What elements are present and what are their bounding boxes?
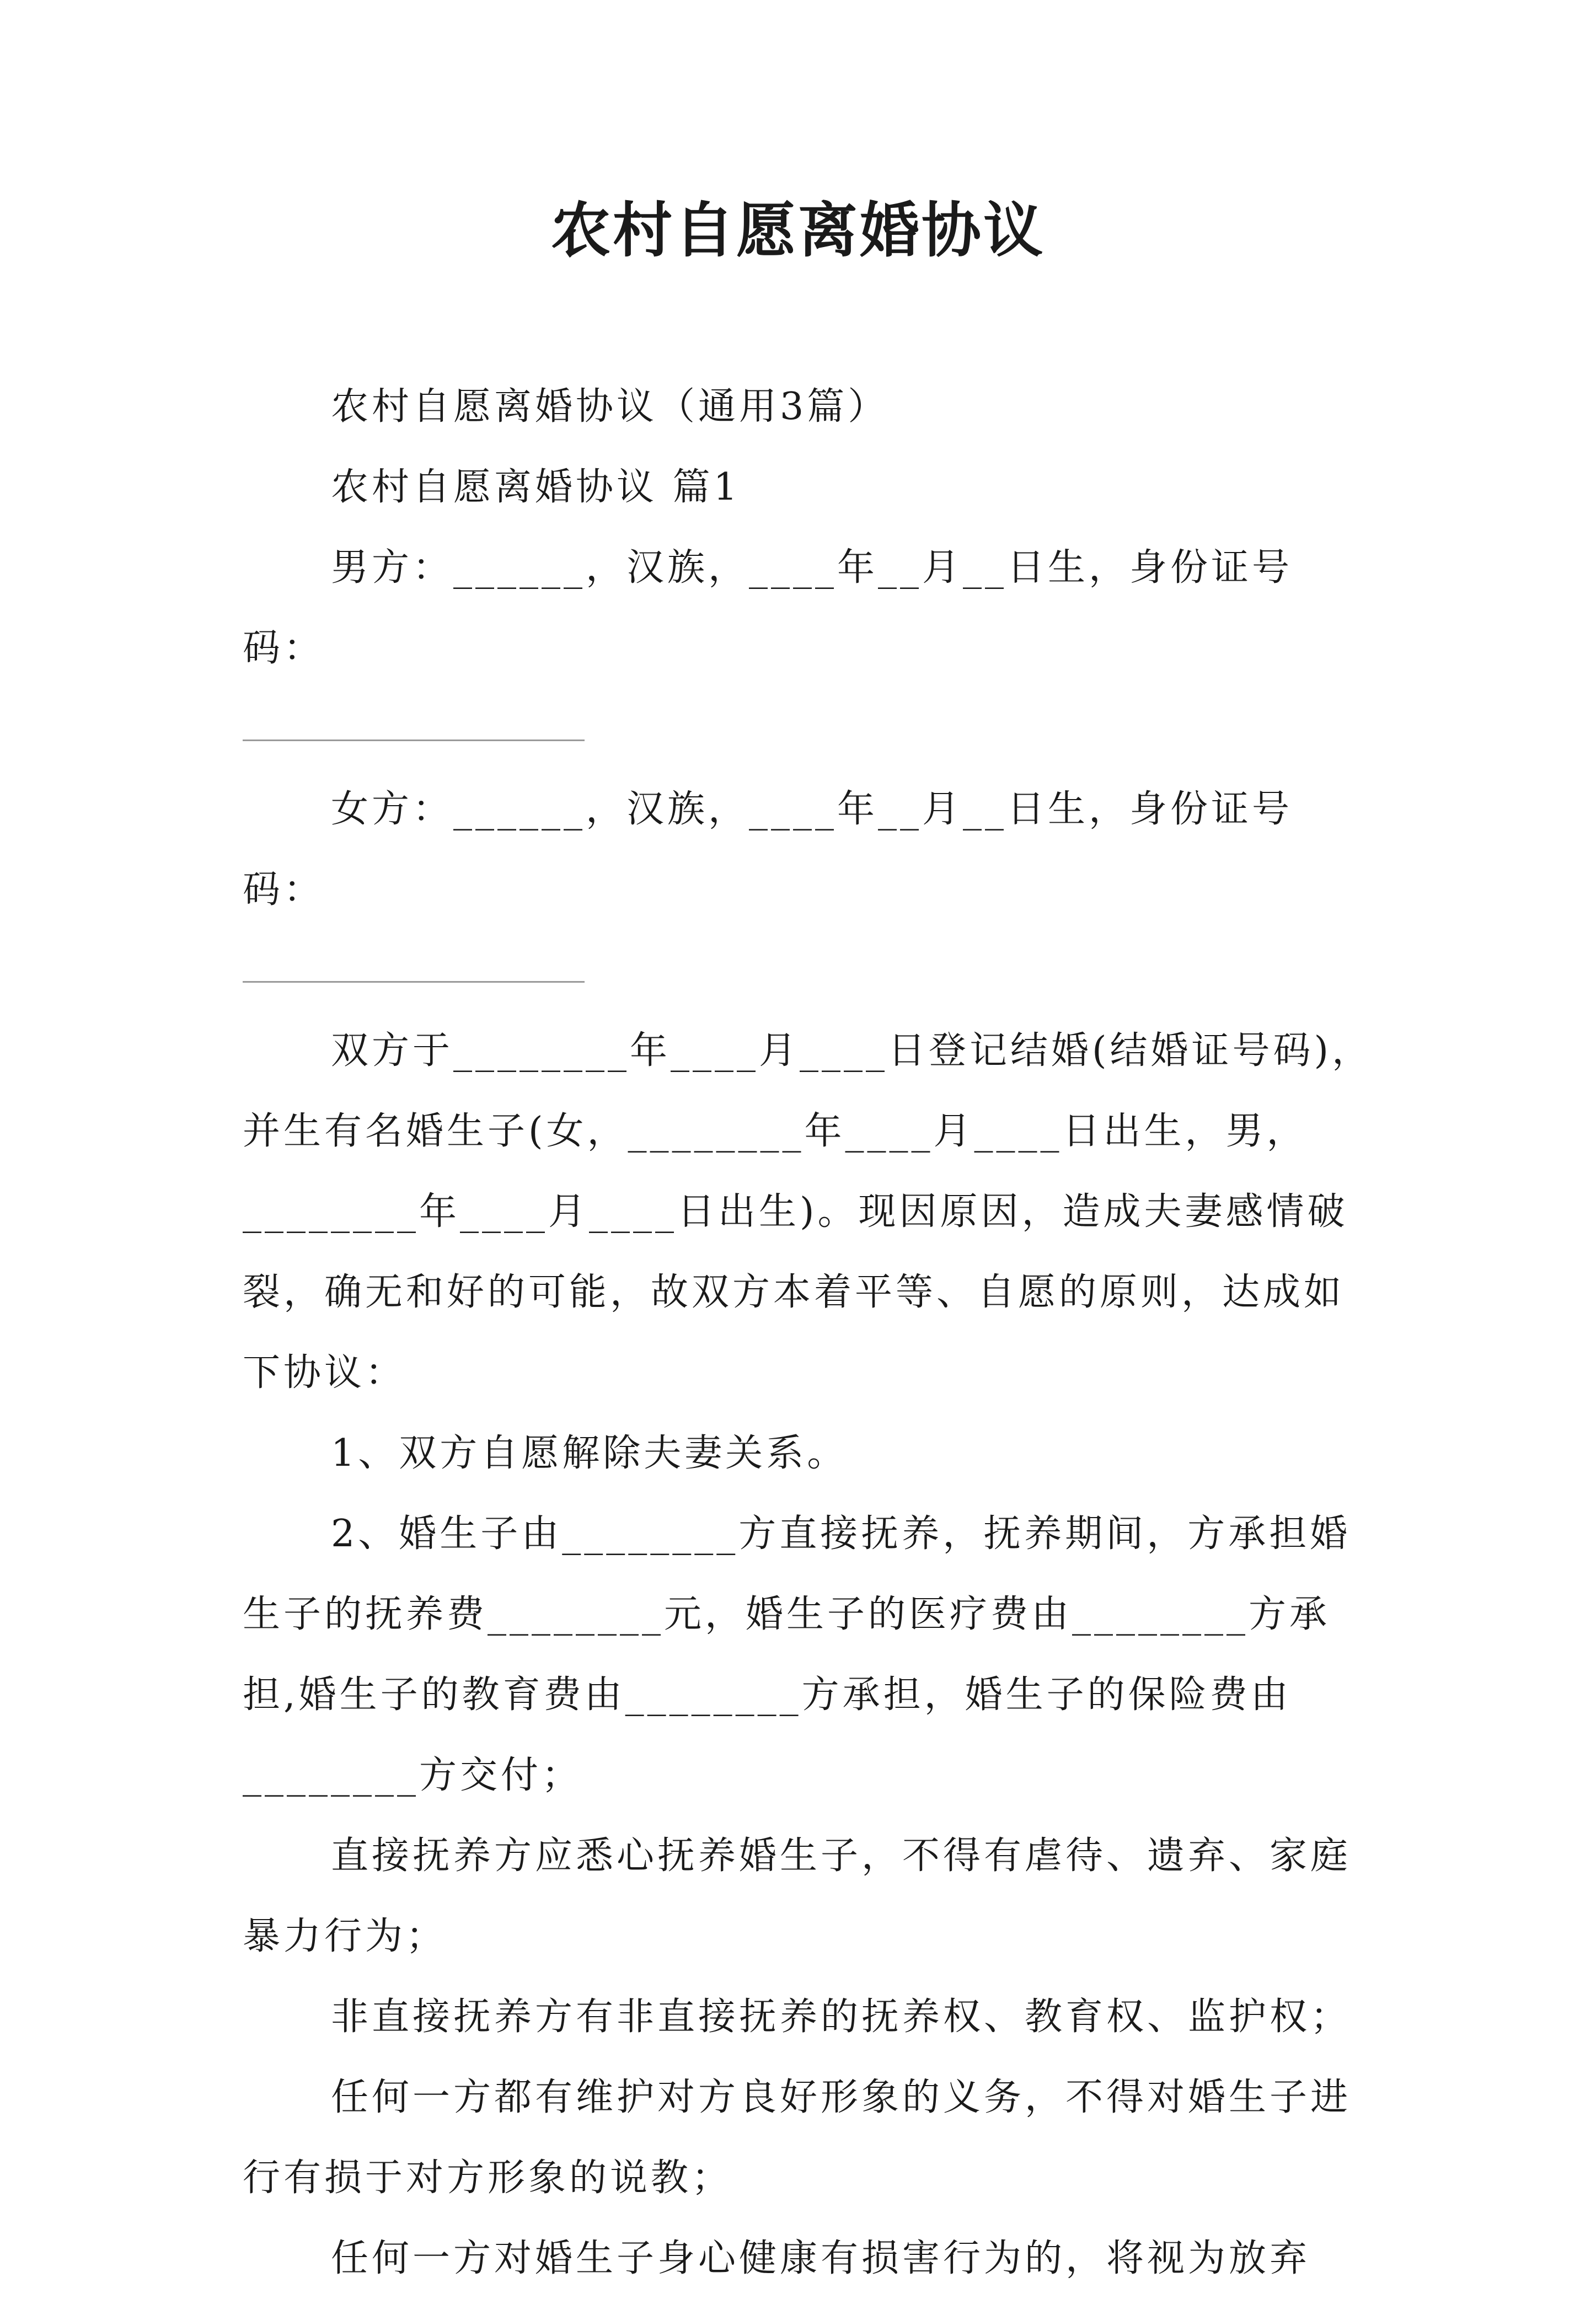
paragraph-harm-clause: 任何一方对婚生子身心健康有损害行为的，将视为放弃 xyxy=(331,2237,1311,2280)
paragraph-noncustodial-rights: 非直接抚养方有非直接抚养的抚养权、教育权、监护权； xyxy=(331,1995,1352,2039)
paragraph-clause-2: 2、婚生子由________方直接抚养，抚养期间，方承担婚生子的抚养费________元，婚生子的医疗费由________方承担,婚生子的教育费由________方承担，婚生子的保险费由________方交付； xyxy=(243,1512,1351,1797)
id-number-blank-line xyxy=(243,689,1373,769)
paragraph-male-party: 男方：______，汉族，____年__月__日生，身份证号码： xyxy=(243,546,1293,670)
paragraph-subtitle: 农村自愿离婚协议（通用3篇） xyxy=(331,385,889,428)
paragraph-custody-duty: 直接抚养方应悉心抚养婚生子，不得有虐待、遗弃、家庭暴力行为； xyxy=(243,1834,1352,1958)
paragraph-marriage-info: 双方于________年____月____日登记结婚(结婚证号码)，并生有名婚生子(女，________年____月____日出生，男，________年____月____日出生)。现因原因，造成夫妻感情破裂，确无和好的可能，故双方本着平等、自愿的原则，达成如下协议： xyxy=(243,1029,1373,1395)
paragraph-image-duty: 任何一方都有维护对方良好形象的义务，不得对婚生子进行有损于对方形象的说教； xyxy=(243,2076,1352,2200)
document-body xyxy=(243,367,1373,2299)
paragraph-female-party: 女方：______，汉族，____年__月__日生，身份证号码： xyxy=(243,787,1293,912)
id-number-blank-line xyxy=(243,930,1373,1011)
paragraph-section-heading: 农村自愿离婚协议 篇1 xyxy=(331,465,741,509)
document-title: 农村自愿离婚协议 xyxy=(550,196,1045,265)
paragraph-clause-1: 1、双方自愿解除夫妻关系。 xyxy=(331,1432,848,1475)
